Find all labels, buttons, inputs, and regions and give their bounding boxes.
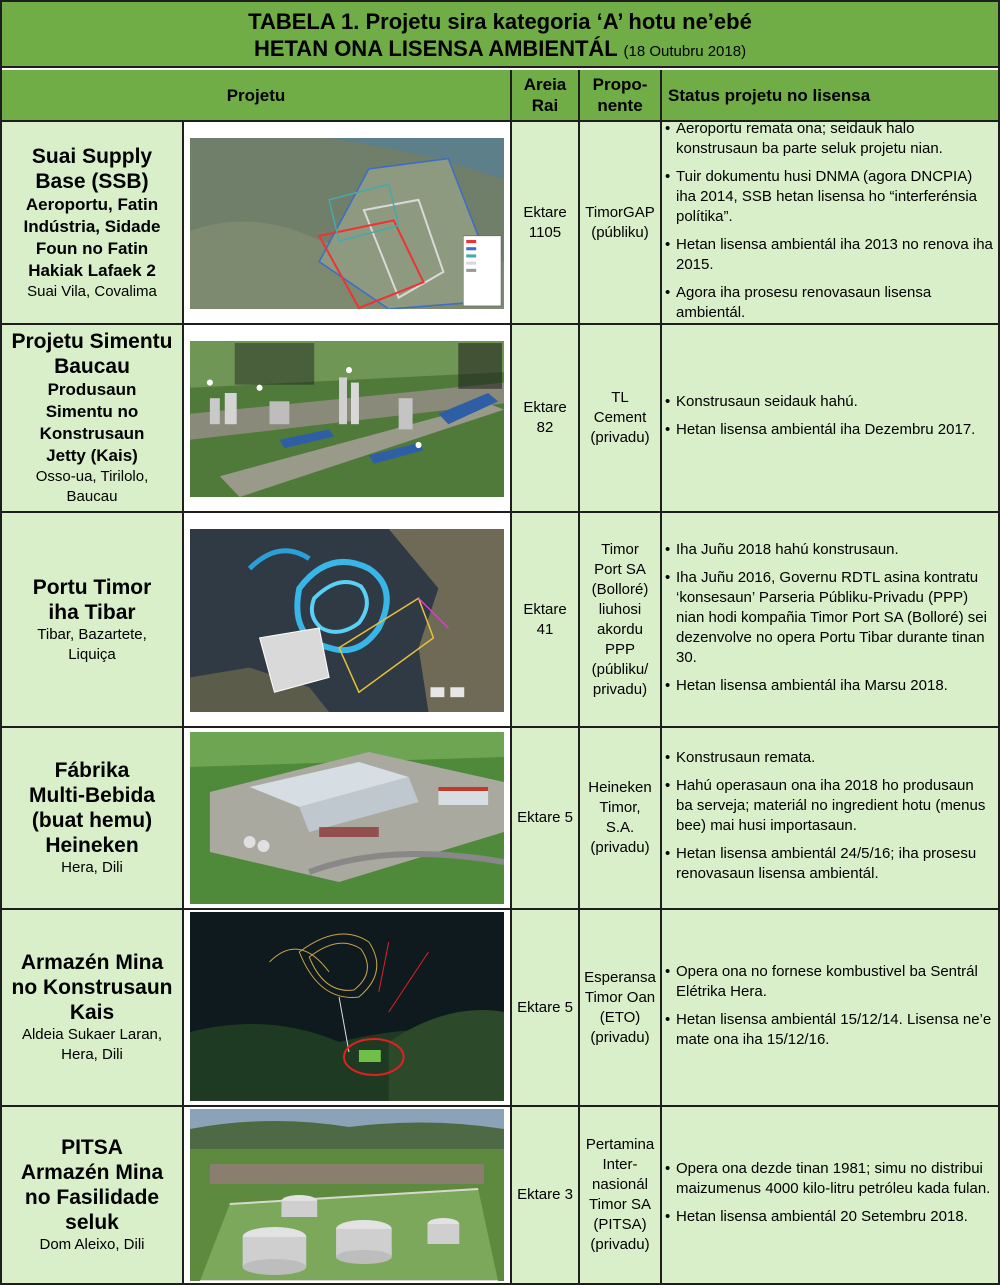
status-cell xyxy=(662,119,998,323)
status-item: • Hetan lisensa ambientál 15/12/14. Lisensa ne’e mate ona iha 15/12/16. xyxy=(676,1010,994,1050)
table-row-projetu-simentu-baucau xyxy=(2,325,998,511)
project-image-cell xyxy=(184,1107,512,1283)
brewery-site-rendering-image xyxy=(190,732,504,904)
project-name-cell xyxy=(2,513,184,726)
project-name-cell xyxy=(2,728,184,908)
status-item: • Hetan lisensa ambientál iha 2013 no renova iha 2015. xyxy=(676,235,994,275)
header-areia-line2: Rai xyxy=(531,96,559,115)
status-list xyxy=(662,1155,998,1235)
table-row-fabrika-heineken xyxy=(2,728,998,908)
proponent-value: Heineken Timor, S.A. (privadu) xyxy=(588,779,652,856)
status-cell xyxy=(662,910,998,1105)
aerial-masterplan-map-image xyxy=(190,138,504,309)
proponent-value: TimorGAP (públiku) xyxy=(585,203,655,241)
area-value: Ektare 5 xyxy=(517,809,573,826)
area-cell xyxy=(512,513,580,726)
title-line-2 xyxy=(2,35,998,65)
header-areia-rai xyxy=(512,70,580,120)
title-date: (18 Outubru 2018) xyxy=(623,43,747,60)
header-proponente xyxy=(580,70,662,120)
status-item: • Hetan lisensa ambientál iha Marsu 2018. xyxy=(676,676,994,696)
header-propo-line2: nente xyxy=(597,96,643,115)
status-item: • Hetan lisensa ambientál iha Dezembru 2017. xyxy=(676,420,975,440)
area-cell xyxy=(512,122,580,323)
project-subtitle: Aeroportu, Fatin Indústria, Sidade Foun no Fatin Hakiak Lafaek 2 xyxy=(23,194,161,280)
proponent-value: Timor Port SA (Bolloré) liuhosi akordu PPP (públiku/ privadu) xyxy=(591,540,649,698)
project-name-cell xyxy=(2,910,184,1105)
status-item: • Aeroportu remata ona; seidauk halo konstrusaun ba parte seluk projetu nian. xyxy=(676,119,994,159)
title-line-1: TABELA 1. Projetu sira kategoria ‘A’ hotu ne’ebé xyxy=(248,9,752,34)
status-item: • Opera ona dezde tinan 1981; simu no distribui maizumenus 4000 kilo-litru petróleu kada fulan. xyxy=(676,1159,994,1199)
status-item: • Iha Juñu 2016, Governu RDTL asina kontratu ‘konsesaun’ Parseria Públiku-Privadu (PPP) nian hodi kompañia Timor Port SA (Bolloré) sei dezenvolve no opera Portu Tibar durante tinan 30. xyxy=(676,568,994,668)
status-item: • Hetan lisensa ambientál 24/5/16; iha prosesu renovasaun lisensa ambientál. xyxy=(676,844,994,884)
area-cell xyxy=(512,910,580,1105)
area-value: Ektare 41 xyxy=(523,600,567,638)
header-status xyxy=(662,70,998,120)
status-item: • Konstrusaun seidauk hahú. xyxy=(676,392,975,412)
header-projetu xyxy=(2,70,512,120)
proponent-cell xyxy=(580,910,662,1105)
status-item: • Agora iha prosesu renovasaun lisensa ambientál. xyxy=(676,283,994,323)
area-cell xyxy=(512,325,580,511)
status-cell xyxy=(662,513,998,726)
header-projetu-label: Projetu xyxy=(226,85,286,105)
proponent-value: TL Cement (privadu) xyxy=(590,389,650,446)
header-areia-line1: Areia xyxy=(523,75,567,94)
project-name: Suai Supply Base (SSB) xyxy=(31,144,153,193)
area-cell xyxy=(512,728,580,908)
project-location: Tibar, Bazartete, Liquiça xyxy=(37,625,147,663)
project-image-cell xyxy=(184,122,512,323)
project-location: Osso-ua, Tirilolo, Baucau xyxy=(35,468,149,505)
status-item: • Konstrusaun remata. xyxy=(676,748,994,768)
table-row-armazen-mina-eto xyxy=(2,910,998,1105)
proponent-cell xyxy=(580,122,662,323)
status-cell xyxy=(662,1107,998,1283)
project-location: Dom Aleixo, Dili xyxy=(39,1236,145,1253)
status-list xyxy=(662,115,998,331)
table-row-suai-supply-base xyxy=(2,119,998,323)
area-value: Ektare 1105 xyxy=(523,203,567,241)
project-image-cell xyxy=(184,910,512,1105)
proponent-value: Pertamina Inter- nasionál Timor SA (PITSA) (privadu) xyxy=(585,1136,655,1253)
header-propo-line1: Propo- xyxy=(592,75,648,94)
area-value: Ektare 5 xyxy=(517,998,573,1016)
table-row-portu-timor-tibar xyxy=(2,513,998,726)
area-value: Ektare 3 xyxy=(517,1186,573,1203)
port-bathymetry-plan-image xyxy=(190,529,504,712)
proponent-cell xyxy=(580,728,662,908)
project-image-cell xyxy=(184,325,512,511)
fuel-tank-farm-photo-image xyxy=(190,1109,504,1281)
project-name-cell xyxy=(2,1107,184,1283)
title-line-2-text: HETAN ONA LISENSA AMBIENTÁL xyxy=(253,36,618,61)
project-name: Projetu Simentu Baucau xyxy=(11,330,173,378)
header-status-label: Status projetu no lisensa xyxy=(668,85,871,105)
proponent-cell xyxy=(580,1107,662,1283)
table-row-pitsa-armazen-mina xyxy=(2,1107,998,1283)
status-list xyxy=(662,744,998,892)
project-name: Fábrika Multi-Bebida (buat hemu) Heineken xyxy=(29,759,155,857)
status-item: • Hetan lisensa ambientál 20 Setembru 2018. xyxy=(676,1207,994,1227)
proponent-value: Esperansa Timor Oan (ETO) (privadu) xyxy=(584,968,656,1046)
project-location: Suai Vila, Covalima xyxy=(27,282,157,300)
project-image-cell xyxy=(184,513,512,726)
status-item: • Hahú operasaun ona iha 2018 ho produsaun ba serveja; materiál no ingredient hotu (menus bee) mai husi importasaun. xyxy=(676,776,994,836)
cement-plant-rendering-image xyxy=(190,341,504,497)
project-subtitle: Produsaun Simentu no Konstrusaun Jetty (Kais) xyxy=(39,380,145,465)
project-location: Aldeia Sukaer Laran, Hera, Dili xyxy=(21,1026,163,1063)
status-list xyxy=(662,958,998,1058)
project-name-cell xyxy=(2,122,184,323)
status-list xyxy=(662,388,979,448)
proponent-cell xyxy=(580,513,662,726)
status-item: • Opera ona no fornese kombustivel ba Sentrál Elétrika Hera. xyxy=(676,962,994,1002)
fuel-terminal-satellite-map-image xyxy=(190,912,504,1101)
status-cell xyxy=(662,728,998,908)
project-name: Portu Timor iha Tibar xyxy=(32,575,152,624)
project-name: PITSA Armazén Mina no Fasilidade seluk xyxy=(20,1136,164,1234)
project-name: Armazén Mina no Konstrusaun Kais xyxy=(11,951,173,1024)
table-title xyxy=(2,2,998,68)
status-item: • Tuir dokumentu husi DNMA (agora DNCPIA) iha 2014, SSB hetan lisensa ho “interferénsia polítika”. xyxy=(676,167,994,227)
area-value: Ektare 82 xyxy=(523,399,567,436)
status-list xyxy=(662,536,998,704)
project-name-cell xyxy=(2,325,184,511)
area-cell xyxy=(512,1107,580,1283)
proponent-cell xyxy=(580,325,662,511)
project-location: Hera, Dili xyxy=(61,859,123,876)
status-item: • Iha Juñu 2018 hahú konstrusaun. xyxy=(676,540,994,560)
status-cell xyxy=(662,325,998,511)
project-image-cell xyxy=(184,728,512,908)
